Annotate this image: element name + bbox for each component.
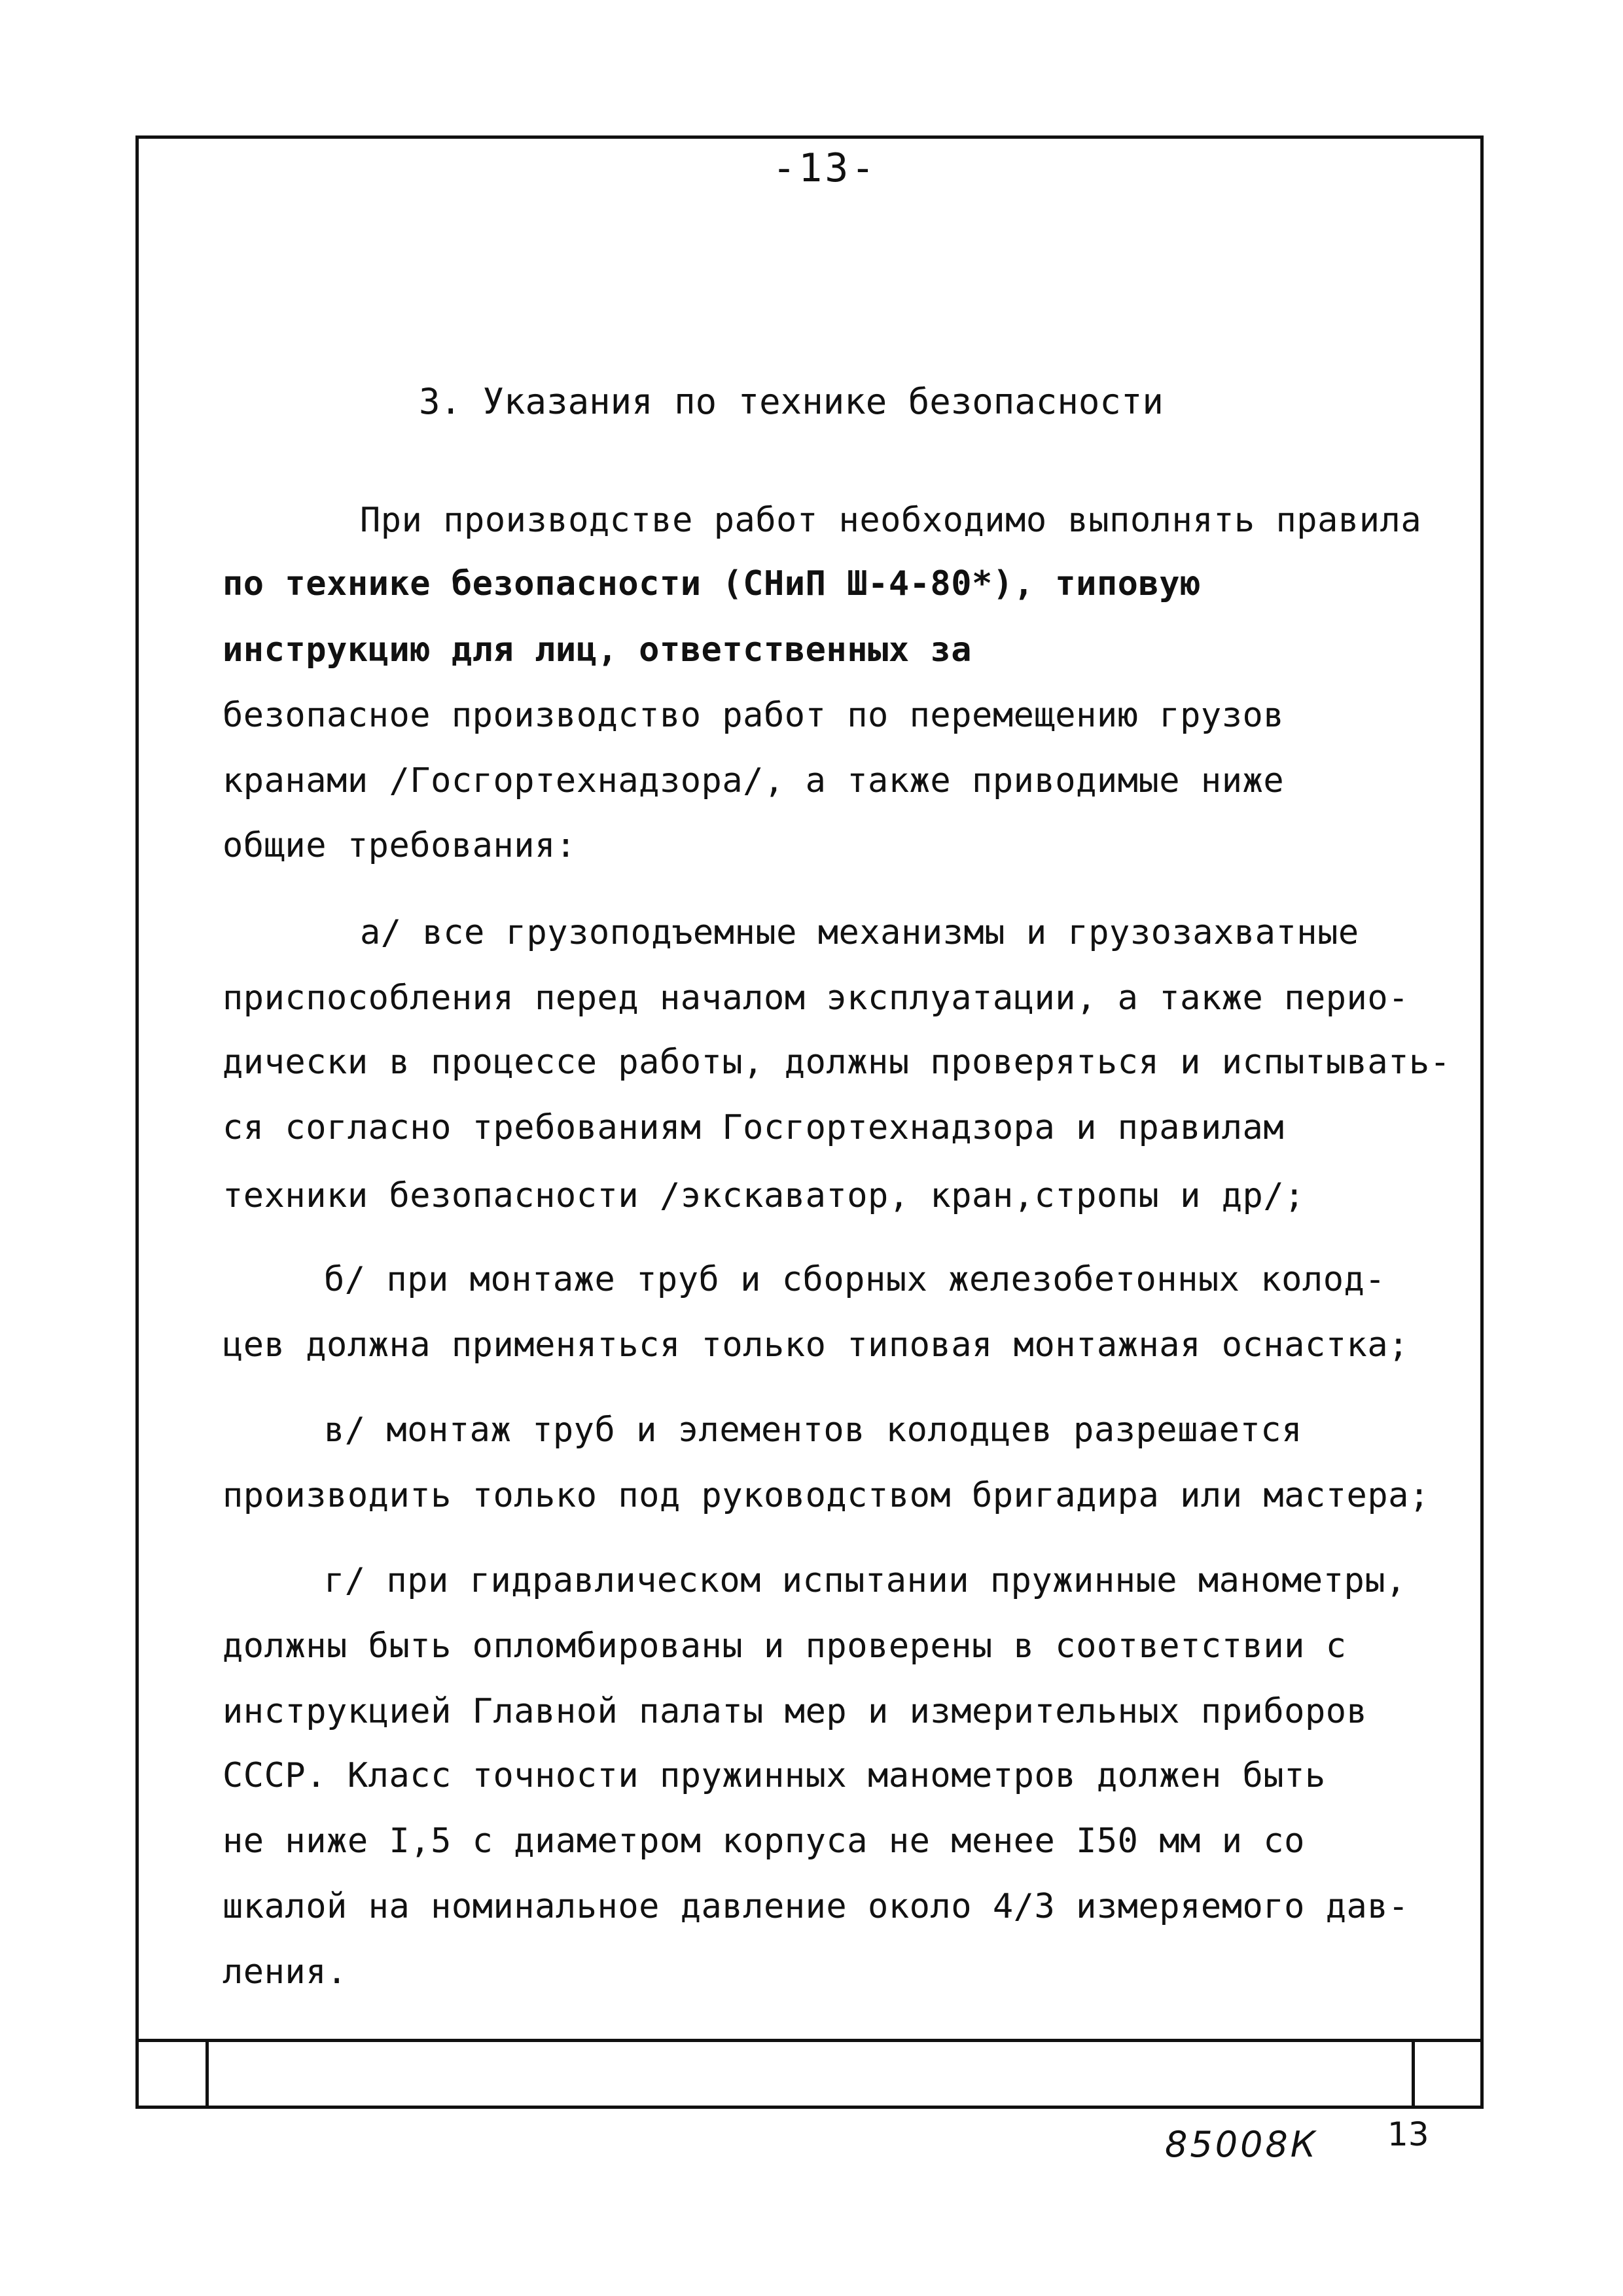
item-g-line: не ниже I,5 с диаметром корпуса не менее I50 мм и со — [223, 1821, 1305, 1861]
item-g-line: ления. — [223, 1952, 348, 1992]
item-b-line: б/ при монтаже труб и сборных железобетонных колод- — [324, 1260, 1386, 1299]
item-g-line: должны быть опломбированы и проверены в соответствии с — [223, 1626, 1347, 1666]
document-code: 85008К — [1165, 2124, 1319, 2165]
item-v-line: в/ монтаж труб и элементов колодцев разрешается — [324, 1410, 1302, 1450]
item-g-line: инструкцией Главной палаты мер и измерительных приборов — [223, 1692, 1368, 1731]
intro-line: общие требования: — [223, 826, 577, 865]
item-a-line: дически в процессе работы, должны проверяться и испытывать- — [223, 1043, 1451, 1082]
title-block — [135, 2039, 1484, 2109]
item-v-line: производить только под руководством бригадира или мастера; — [223, 1476, 1430, 1515]
intro-line: кранами /Госгортехнадзора/, а также приводимые ниже — [223, 761, 1285, 800]
intro-line: инструкцию для лиц, ответственных за — [223, 630, 972, 670]
item-g-line: СССР. Класс точности пружинных манометров должен быть — [223, 1756, 1326, 1795]
title-block-right-cell — [1412, 2042, 1484, 2109]
intro-line: безопасное производство работ по перемещению грузов — [223, 696, 1285, 735]
page-number: -13- — [772, 145, 878, 191]
section-title: 3. Указания по технике безопасности — [419, 381, 1164, 422]
item-g-line: шкалой на номинальное давление около 4/3 измеряемого дав- — [223, 1887, 1409, 1926]
item-a-line: ся согласно требованиям Госгортехнадзора и правилам — [223, 1108, 1285, 1147]
item-a-line: техники безопасности /экскаватор, кран,стропы и др/; — [223, 1176, 1305, 1215]
title-block-left-cell — [135, 2042, 209, 2109]
item-a-line: приспособления перед началом эксплуатации, а также перио- — [223, 978, 1409, 1018]
item-g-line: г/ при гидравлическом испытании пружинные манометры, — [324, 1561, 1406, 1600]
item-a-line: а/ все грузоподъемные механизмы и грузозахватные — [360, 913, 1359, 952]
intro-line: При производстве работ необходимо выполнять правила — [360, 501, 1422, 540]
sheet-number: 13 — [1387, 2115, 1429, 2153]
intro-line: по технике безопасности (СНиП Ш-4-80*), типовую — [223, 564, 1201, 603]
item-b-line: цев должна применяться только типовая монтажная оснастка; — [223, 1325, 1409, 1365]
